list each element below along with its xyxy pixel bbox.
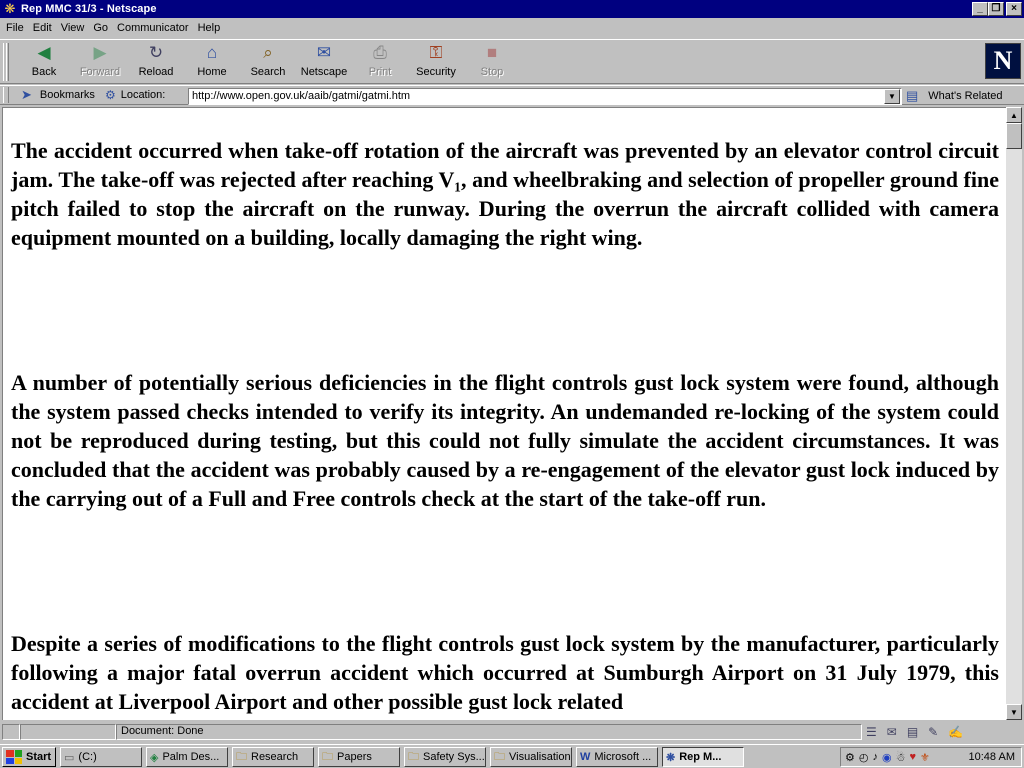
status-text-cell <box>116 724 862 740</box>
back-button[interactable] <box>16 40 72 82</box>
whats-related-icon: ▤ <box>906 88 919 103</box>
display-icon[interactable]: ◉ <box>881 751 892 764</box>
progress-meter <box>20 724 116 740</box>
start-button[interactable] <box>2 747 56 767</box>
title-bar[interactable] <box>0 0 1024 18</box>
netscape-app-icon: ❋ <box>666 751 676 764</box>
whats-related-button[interactable] <box>906 88 1003 104</box>
home-button[interactable] <box>184 40 240 82</box>
messenger-icon[interactable]: ▤ <box>906 725 919 739</box>
print-label: Print <box>368 66 392 78</box>
url-dropdown-button[interactable]: ▼ <box>884 89 900 104</box>
stop-icon: ■ <box>486 43 498 62</box>
navigator-icon[interactable]: ☰ <box>866 725 877 739</box>
word-icon: W <box>580 751 591 763</box>
window-controls <box>972 2 1022 16</box>
taskbar-button-microsoft-word[interactable] <box>576 747 658 767</box>
volume-icon[interactable]: ♪ <box>872 751 878 763</box>
forward-arrow-icon: ▶ <box>93 43 107 62</box>
folder-icon: 🗀 <box>494 750 505 763</box>
search-button[interactable] <box>240 40 296 82</box>
home-icon: ⌂ <box>206 43 218 62</box>
lock-icon: ⚿ <box>429 43 443 62</box>
taskbar-label: Microsoft ... <box>594 751 652 763</box>
scheduler-icon[interactable]: ◴ <box>858 751 869 764</box>
stop-button[interactable] <box>464 40 520 82</box>
menu-communicator[interactable]: Communicator <box>117 22 189 34</box>
back-label: Back <box>31 66 57 78</box>
paragraph-2: A number of potentially serious deficiencies in the flight controls gust lock system were found, although the system passed checks intended to verify its integrity. An undemanded re-locking of the system could not be reproduced during testing, but this could not fully simulate the accident circumstances. It was concluded that the accident was probably caused by a re-engagement of the elevator gust lock induced by the carrying out of a Full and Free controls check at the start of the take-off run. <box>11 370 999 511</box>
forward-label: Forward <box>79 66 121 78</box>
network-icon[interactable]: ⚙ <box>845 751 855 764</box>
taskbar-label: Palm Des... <box>162 751 220 763</box>
whats-related-label: What's Related <box>928 90 1003 102</box>
search-icon: ⌕ <box>263 43 273 62</box>
clock[interactable]: 10:48 AM <box>968 751 1015 763</box>
forward-button[interactable] <box>72 40 128 82</box>
taskbar-label: Visualisation <box>509 751 571 763</box>
bookmarks-label: Bookmarks <box>39 89 95 101</box>
search-label: Search <box>250 66 286 78</box>
maximize-button[interactable]: ❐ <box>988 2 1004 16</box>
taskbar-button-drive-c[interactable] <box>60 747 142 767</box>
location-toolbar <box>0 85 1024 105</box>
menu-view[interactable]: View <box>60 22 85 34</box>
windows-logo-icon <box>6 750 22 764</box>
scroll-down-button[interactable]: ▼ <box>1006 704 1022 720</box>
netscape-icon: ✉ <box>316 43 332 62</box>
status-bar <box>0 722 1024 742</box>
page-proxy-icon[interactable]: ⚙ <box>104 88 116 102</box>
menu-help[interactable]: Help <box>197 22 221 34</box>
folder-icon: 🗀 <box>408 750 419 763</box>
folder-icon: 🗀 <box>236 750 247 763</box>
start-label: Start <box>26 751 52 763</box>
reload-button[interactable] <box>128 40 184 82</box>
menu-edit[interactable]: Edit <box>32 22 52 34</box>
location-label: Location: <box>120 89 166 101</box>
scroll-up-button[interactable]: ▲ <box>1006 107 1022 123</box>
antivirus-icon[interactable]: ⚜ <box>920 751 930 764</box>
taskbar-button-netscape-active[interactable] <box>662 747 744 767</box>
netscape-app-icon: ❋ <box>4 1 16 16</box>
heart-icon[interactable]: ♥ <box>909 751 916 763</box>
taskbar-button-research[interactable] <box>232 747 314 767</box>
close-button[interactable]: × <box>1006 2 1022 16</box>
print-icon: ⎙ <box>373 43 387 62</box>
menu-file[interactable]: File <box>6 22 24 34</box>
taskbar-label: Papers <box>337 751 372 763</box>
netcaster-icon[interactable]: ✍ <box>948 725 964 739</box>
paragraph-3: Despite a series of modifications to the flight controls gust lock system by the manufacturer, particularly following a major fatal overrun accident which occurred at Sumburgh Airport on 31 July 1979, this accident at Liverpool Airport and other possible gust lock related <box>11 631 999 714</box>
bookmarks-icon: ➤ <box>21 87 32 102</box>
minimize-button[interactable]: _ <box>972 2 988 16</box>
taskbar-button-papers[interactable] <box>318 747 400 767</box>
user-icon[interactable]: ☃ <box>895 751 906 764</box>
security-status-icon[interactable] <box>2 724 20 740</box>
home-label: Home <box>197 66 227 78</box>
toolbar-grip[interactable] <box>3 43 9 81</box>
menu-bar <box>0 18 1024 38</box>
security-button[interactable] <box>408 40 464 82</box>
netscape-button[interactable] <box>296 40 352 82</box>
taskbar-label: Research <box>251 751 299 763</box>
folder-icon: 🗀 <box>322 750 333 763</box>
bookmarks-button[interactable] <box>21 87 95 103</box>
drive-icon: ▭ <box>64 751 75 764</box>
netscape-label: Netscape <box>300 66 348 78</box>
reload-icon: ↻ <box>148 43 164 62</box>
taskbar-button-visualisation[interactable] <box>490 747 572 767</box>
back-arrow-icon: ◀ <box>37 43 51 62</box>
mail-icon[interactable]: ✉ <box>886 725 897 739</box>
netscape-logo-icon[interactable]: N <box>985 43 1021 79</box>
taskbar-label: Safety Sys... <box>423 751 485 763</box>
menu-go[interactable]: Go <box>93 22 109 34</box>
security-label: Security <box>416 66 456 78</box>
print-button[interactable] <box>352 40 408 82</box>
taskbar <box>0 744 1024 768</box>
reload-label: Reload <box>138 66 174 78</box>
paragraph-1: The accident occurred when take-off rotation of the aircraft was prevented by an elevator control circuit jam. The take-off was rejected after reaching V₁, and wheelbraking and selection of propeller ground fine pitch failed to stop the aircraft on the runway. During the overrun the aircraft collided with camera equipment mounted on a building, locally damaging the right wing. <box>11 138 999 250</box>
taskbar-button-palm-desktop[interactable] <box>146 747 228 767</box>
navigation-toolbar <box>0 39 1024 84</box>
page-content[interactable] <box>2 107 1006 720</box>
taskbar-label: (C:) <box>78 751 97 763</box>
system-tray <box>840 747 1022 767</box>
vertical-scrollbar[interactable] <box>1006 107 1022 720</box>
stop-label: Stop <box>480 66 504 78</box>
scroll-thumb[interactable] <box>1006 123 1022 149</box>
location-label-group <box>105 88 165 102</box>
window-title: Rep MMC 31/3 - Netscape <box>21 3 157 15</box>
location-toolbar-grip[interactable] <box>3 87 9 103</box>
status-text: Document: Done <box>121 725 204 737</box>
url-input[interactable]: http://www.open.gov.uk/aaib/gatmi/gatmi.htm <box>188 88 902 105</box>
composer-icon[interactable]: ✎ <box>928 725 939 739</box>
taskbar-button-safety-systems[interactable] <box>404 747 486 767</box>
component-bar <box>866 725 963 739</box>
palm-icon: ◈ <box>150 751 159 764</box>
taskbar-label: Rep M... <box>679 751 722 763</box>
